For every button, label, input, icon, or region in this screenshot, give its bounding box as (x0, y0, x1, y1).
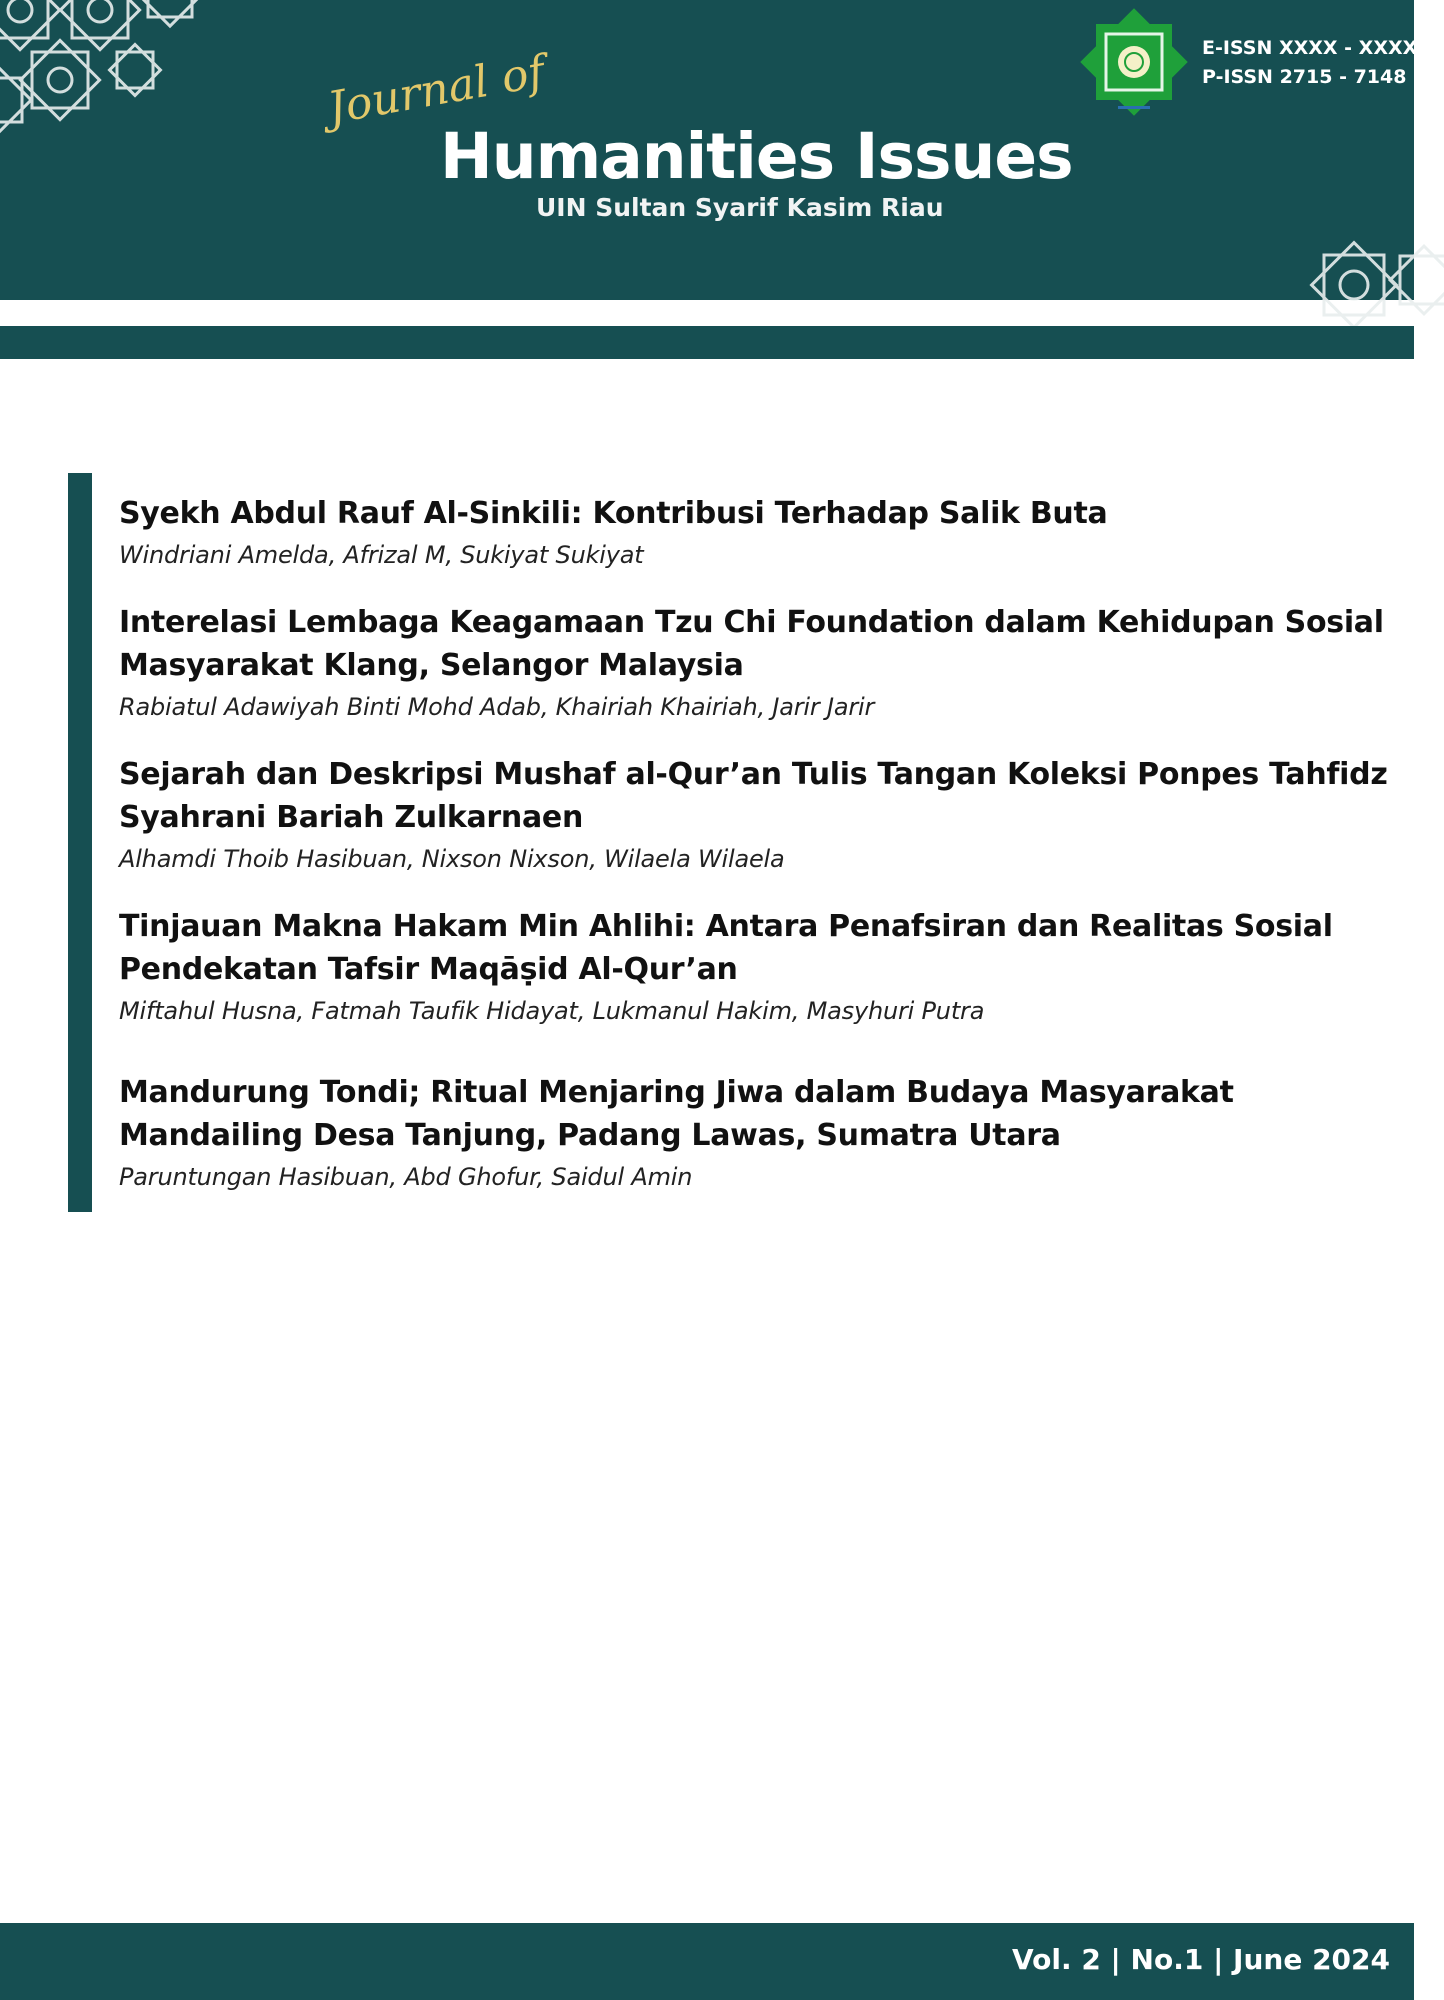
header-divider-band (0, 326, 1414, 359)
article-authors: Miftahul Husna, Fatmah Taufik Hidayat, Lukmanul Hakim, Masyhuri Putra (119, 997, 985, 1025)
journal-title: Humanities Issues (440, 120, 1073, 193)
article-entry[interactable] (119, 905, 1389, 1029)
article-title[interactable]: Sejarah dan Deskripsi Mushaf al-Qur’an Tulis Tangan Koleksi Ponpes Tahfidz Syahrani Bariah Zulkarnaen (119, 757, 1388, 835)
article-entry[interactable] (119, 753, 1389, 877)
e-issn: E-ISSN XXXX - XXXX (1202, 37, 1418, 59)
article-title[interactable]: Syekh Abdul Rauf Al-Sinkili: Kontribusi Terhadap Salik Buta (119, 496, 1108, 531)
article-entry[interactable] (119, 492, 1389, 573)
article-authors: Alhamdi Thoib Hasibuan, Nixson Nixson, Wilaela Wilaela (119, 845, 785, 873)
p-issn: P-ISSN 2715 - 7148 (1202, 66, 1407, 88)
journal-header (0, 0, 1418, 300)
toc-accent-bar (68, 473, 92, 1212)
article-title[interactable]: Tinjauan Makna Hakam Min Ahlihi: Antara Penafsiran dan Realitas Sosial Pendekatan Tafsir Maqāṣid Al-Qur’an (119, 909, 1333, 987)
journal-subtitle: UIN Sultan Syarif Kasim Riau (536, 193, 944, 222)
article-title[interactable]: Mandurung Tondi; Ritual Menjaring Jiwa dalam Budaya Masyarakat Mandailing Desa Tanjung, Padang Lawas, Sumatra Utara (119, 1075, 1234, 1153)
article-authors: Windriani Amelda, Afrizal M, Sukiyat Sukiyat (119, 541, 644, 569)
article-title[interactable]: Interelasi Lembaga Keagamaan Tzu Chi Foundation dalam Kehidupan Sosial Masyarakat Klang, Selangor Malaysia (119, 605, 1384, 683)
article-authors: Paruntungan Hasibuan, Abd Ghofur, Saidul Amin (119, 1163, 693, 1191)
islamic-geometric-ornament-icon (0, 0, 230, 150)
issue-info: Vol. 2 | No.1 | June 2024 (1011, 1943, 1390, 1976)
issn-block (1202, 34, 1417, 92)
issue-footer (0, 1923, 1414, 2000)
article-authors: Rabiatul Adawiyah Binti Mohd Adab, Khairiah Khairiah, Jarir Jarir (119, 693, 875, 721)
svg-text:Journal of: Journal of (323, 46, 549, 135)
article-entry[interactable] (119, 1071, 1389, 1195)
university-logo-icon (1088, 14, 1180, 114)
article-entry[interactable] (119, 601, 1389, 725)
